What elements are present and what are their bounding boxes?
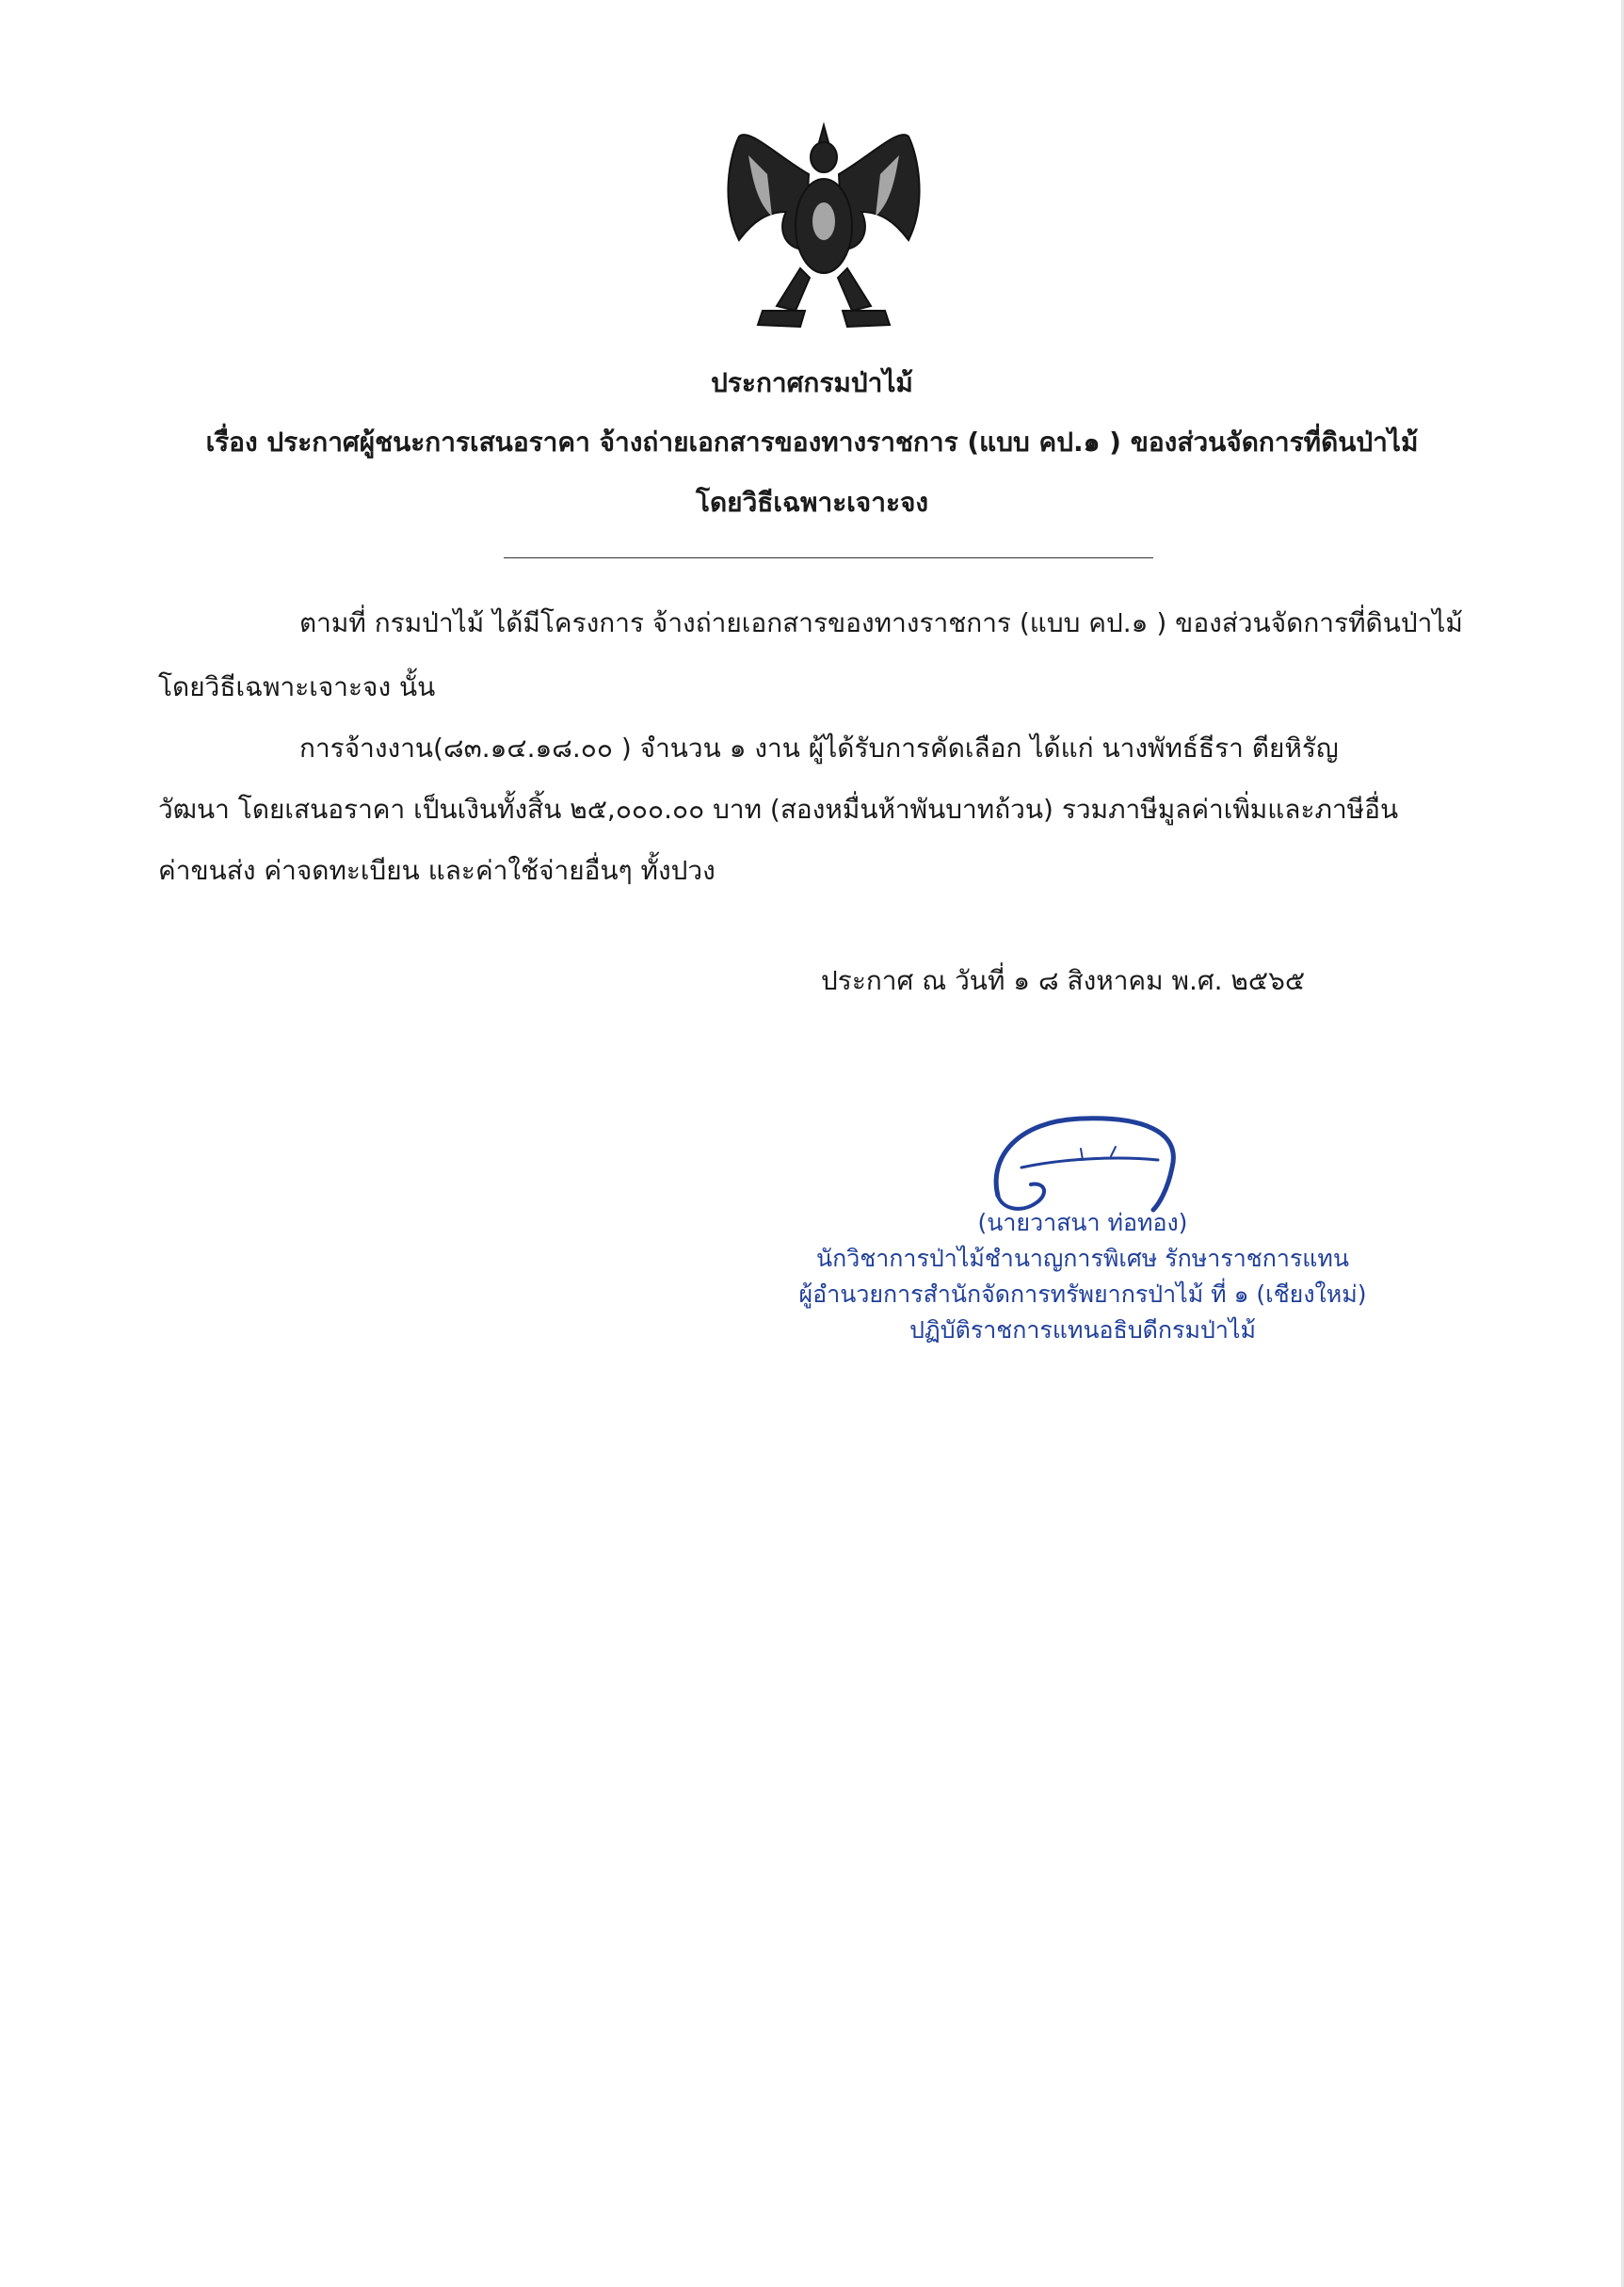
- paragraph-2-line-3: ค่าขนส่ง ค่าจดทะเบียน และค่าใช้จ่ายอื่นๆ ทั้งปวง: [158, 855, 716, 886]
- signatory-name: (นายวาสนา ท่อทอง): [977, 1209, 1188, 1236]
- subject-line-2: โดยวิธีเฉพาะเจาะจง: [695, 487, 929, 518]
- garuda-emblem-icon: [711, 118, 937, 334]
- announcement-date: ประกาศ ณ วันที่ ๑ ๘ สิงหาคม พ.ศ. ๒๕๖๕: [821, 965, 1306, 996]
- paragraph-2-line-1: การจ้างงาน(๘๓.๑๔.๑๘.๐๐ ) จำนวน ๑ งาน ผู้ได้รับการคัดเลือก ได้แก่ นางพัทธ์ธีรา ตียหิรัญ: [299, 733, 1339, 764]
- issuer-title: ประกาศกรมป่าไม้: [711, 367, 913, 398]
- paragraph-1-line-2: โดยวิธีเฉพาะเจาะจง นั้น: [158, 671, 436, 702]
- signatory-position-2: ผู้อำนวยการสำนักจัดการทรัพยากรป่าไม้ ที่ ๑ (เชียงใหม่): [798, 1280, 1367, 1308]
- signatory-position-3: ปฏิบัติราชการแทนอธิบดีกรมป่าไม้: [909, 1316, 1256, 1344]
- header-divider: [504, 557, 1153, 558]
- signatory-block: [772, 1205, 1393, 1348]
- signatory-position-1: นักวิชาการป่าไม้ชำนาญการพิเศษ รักษาราชการแทน: [816, 1245, 1349, 1272]
- paragraph-2-line-2: วัฒนา โดยเสนอราคา เป็นเงินทั้งสิ้น ๒๕,๐๐๐.๐๐ บาท (สองหมื่นห้าพันบาทถ้วน) รวมภาษีมูลค่าเพิ่มและภาษีอื่น: [158, 794, 1399, 825]
- subject-line-1: เรื่อง ประกาศผู้ชนะการเสนอราคา จ้างถ่ายเอกสารของทางราชการ (แบบ คป.๑ ) ของส่วนจัดการที่ดินป่าไม้: [205, 427, 1419, 458]
- paragraph-1-line-1: ตามที่ กรมป่าไม้ ได้มีโครงการ จ้างถ่ายเอกสารของทางราชการ (แบบ คป.๑ ) ของส่วนจัดการที่ดินป่าไม้: [299, 607, 1463, 638]
